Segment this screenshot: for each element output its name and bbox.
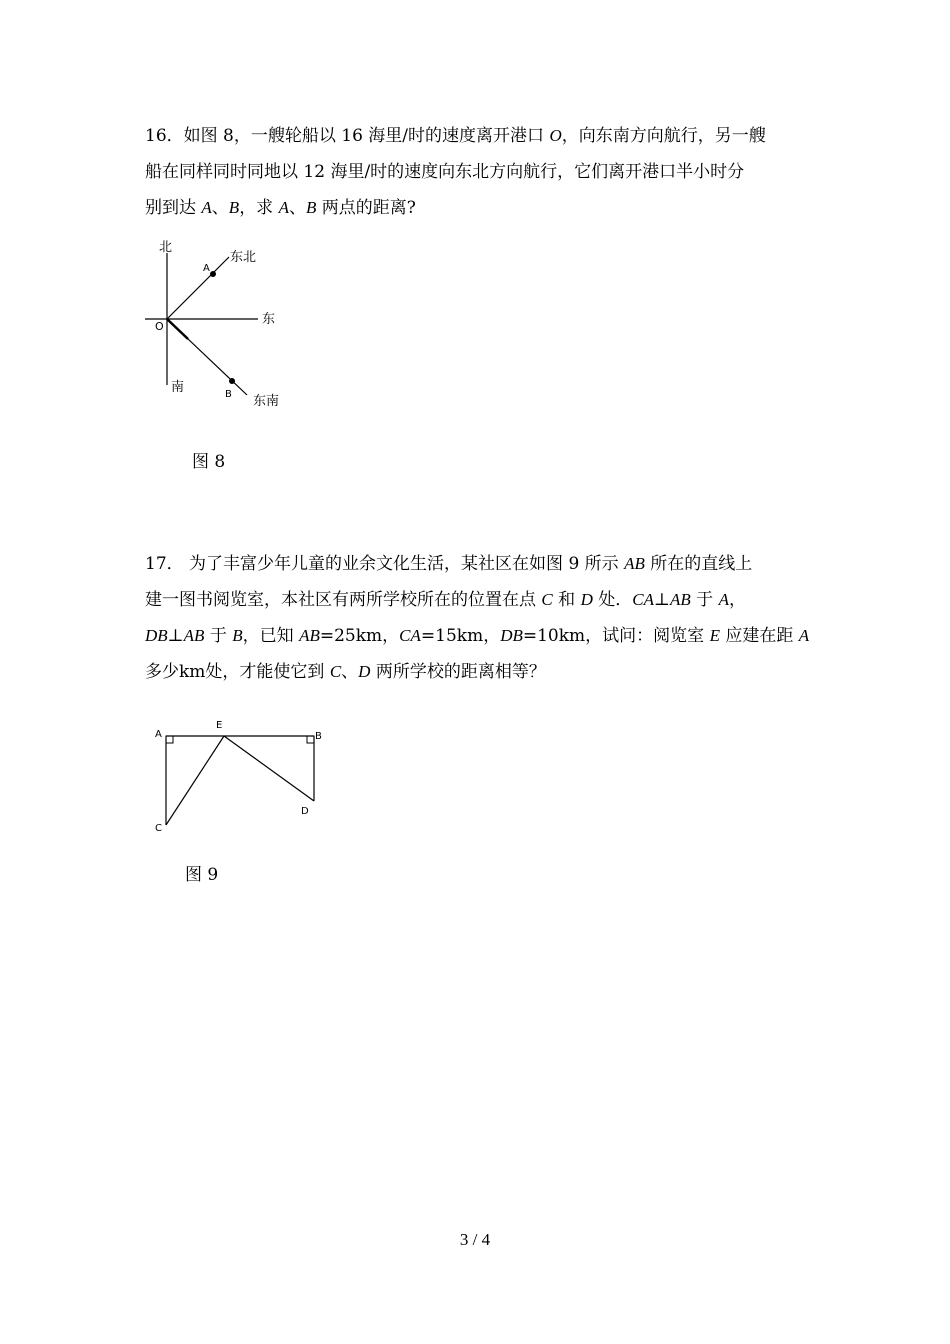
- label-north: 北: [159, 240, 173, 255]
- point-a-dot: [210, 271, 216, 277]
- figure-9-diagram: [150, 715, 340, 835]
- label-point-a: A: [203, 263, 210, 274]
- southeast-ray-bold-segment: [167, 319, 188, 339]
- northeast-ray: [167, 257, 229, 319]
- segment-ec: [166, 736, 224, 825]
- page-number: 3 / 4: [459, 1230, 491, 1249]
- question-16: [145, 118, 815, 226]
- q17-line-3: DB⊥AB 于 B，已知 AB=25km，CA=15km，DB=10km，试问：阅览室 E 应建在距 A: [145, 626, 810, 646]
- label-point-b: B: [315, 731, 322, 742]
- q16-line-3: 别到达 A、B，求 A、B 两点的距离?: [145, 198, 416, 218]
- segment-ed: [224, 736, 314, 801]
- label-east: 东: [262, 312, 276, 327]
- q17-line-4: 多少km处，才能使它到 C、D 两所学校的距离相等？: [145, 662, 546, 682]
- label-northeast: 东北: [230, 250, 257, 265]
- figure-8-diagram: [140, 235, 300, 415]
- q17-line-2: 建一图书阅览室，本社区有两所学校所在的位置在点 C 和 D 处．CA⊥AB 于 A，: [145, 590, 746, 610]
- label-southeast: 东南: [253, 394, 280, 409]
- figure-9-caption: 图 9: [185, 865, 219, 885]
- label-south: 南: [171, 380, 185, 395]
- q16-number: 16: [145, 126, 167, 146]
- label-point-e: E: [216, 720, 223, 731]
- q17-line-1: 17． 为了丰富少年儿童的业余文化生活，某社区在如图 9 所示 AB 所在的直线上: [145, 554, 753, 574]
- figure-8-caption: 图 8: [192, 452, 226, 472]
- q16-line-1: 16．如图 8，一艘轮船以 16 海里/时的速度离开港口 O，向东南方向航行，另一艘: [145, 126, 766, 146]
- q16-line-2: 船在同样同时同地以 12 海里/时的速度向东北方向航行，它们离开港口半小时分: [145, 162, 745, 182]
- right-angle-mark-a: [166, 736, 173, 743]
- label-point-d: D: [301, 806, 309, 817]
- right-angle-mark-b: [307, 736, 314, 743]
- q17-number: 17: [145, 554, 167, 574]
- label-point-c: C: [155, 823, 162, 834]
- point-b-dot: [229, 378, 235, 384]
- label-point-a: A: [155, 729, 162, 740]
- label-origin: O: [155, 320, 164, 333]
- label-point-b: B: [225, 389, 232, 400]
- question-17: [145, 546, 815, 690]
